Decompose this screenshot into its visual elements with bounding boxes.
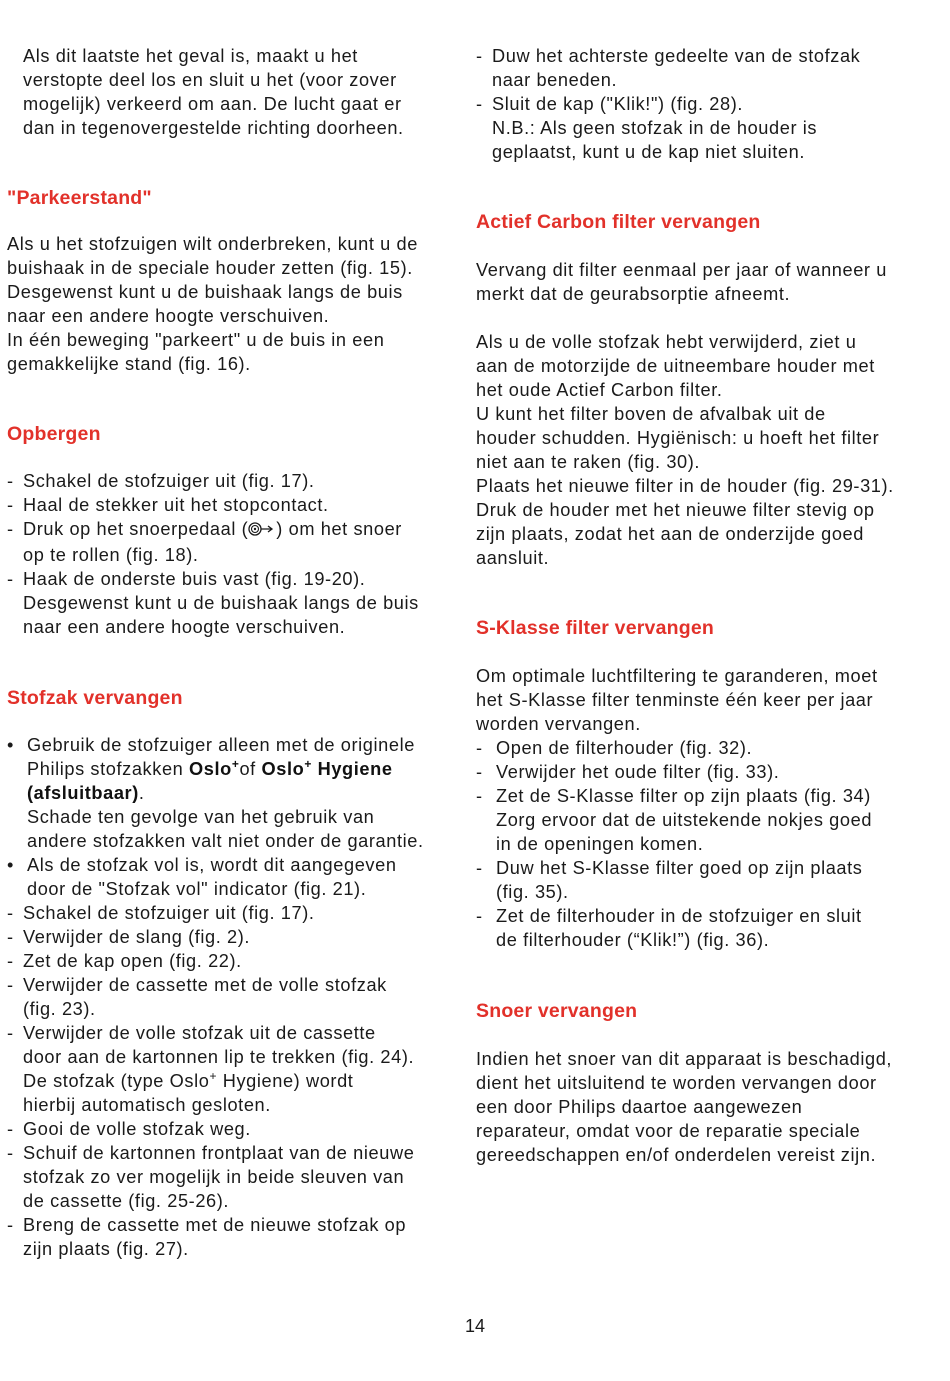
list-item xyxy=(476,904,931,952)
list-marker: - xyxy=(7,1143,14,1163)
list-marker: - xyxy=(7,1215,14,1235)
text-segment: Hygiene) wordt xyxy=(217,1071,354,1091)
text-line: Desgewenst kunt u de buishaak langs de buis xyxy=(7,282,403,302)
list-item xyxy=(7,973,467,1021)
text-line: gemakkelijke stand (fig. 16). xyxy=(7,354,251,374)
text-line: Schade ten gevolge van het gebruik van xyxy=(27,807,375,827)
text-line: Desgewenst kunt u de buishaak langs de buis xyxy=(23,593,419,613)
product-name: Oslo xyxy=(261,759,305,779)
text-line: Verwijder de cassette met de volle stofzak xyxy=(23,975,387,995)
product-sup: + xyxy=(231,756,240,771)
section-heading-sklasse: S-Klasse filter vervangen xyxy=(476,617,715,639)
text-line: Open de filterhouder (fig. 32). xyxy=(496,738,753,758)
section-heading-snoer: Snoer vervangen xyxy=(476,1000,638,1022)
bullet-marker: • xyxy=(7,735,14,755)
product-name: Hygiene xyxy=(311,759,393,779)
text-line: Zet de kap open (fig. 22). xyxy=(23,951,242,971)
text-line: zijn plaats, zodat het aan de onderzijde goed xyxy=(476,524,864,544)
list-marker: - xyxy=(476,906,483,926)
text-line xyxy=(27,781,467,805)
superscript: + xyxy=(209,1068,218,1083)
text-line: geplaatst, kunt u de kap niet sluiten. xyxy=(492,142,805,162)
text-segment: De stofzak (type Oslo xyxy=(23,1071,210,1091)
list-marker: - xyxy=(7,975,14,995)
list-marker: - xyxy=(476,858,483,878)
list-marker: - xyxy=(7,1023,14,1043)
text-line xyxy=(23,1069,467,1093)
left-column xyxy=(7,44,467,1261)
list-marker: - xyxy=(7,471,14,491)
product-name: (afsluitbaar) xyxy=(27,783,139,803)
text-line: Duw het achterste gedeelte van de stofzak xyxy=(492,46,861,66)
text-line: N.B.: Als geen stofzak in de houder is xyxy=(492,118,818,138)
parkeerstand-paragraph xyxy=(7,232,467,376)
text-line: naar een andere hoogte verschuiven. xyxy=(23,617,346,637)
text-line: worden vervangen. xyxy=(476,714,641,734)
text-line: aan de motorzijde de uitneembare houder met xyxy=(476,356,875,376)
text-line: (fig. 23). xyxy=(23,999,96,1019)
text-line: gereedschappen en/of onderdelen vereist zijn. xyxy=(476,1145,877,1165)
text-line: mogelijk) verkeerd om aan. De lucht gaat er xyxy=(23,94,402,114)
sklasse-list xyxy=(476,736,931,952)
text-line: Duw het S-Klasse filter goed op zijn plaats xyxy=(496,858,863,878)
list-item xyxy=(7,493,467,517)
text-line: Schakel de stofzuiger uit (fig. 17). xyxy=(23,471,315,491)
text-line: het oude Actief Carbon filter. xyxy=(476,380,723,400)
carbon-paragraph-2 xyxy=(476,330,931,570)
text-line: dan in tegenovergestelde richting doorheen. xyxy=(23,118,404,138)
list-item xyxy=(7,949,467,973)
text-line: Sluit de kap ("Klik!") (fig. 28). xyxy=(492,94,744,114)
text-line: dient het uitsluitend te worden vervangen door xyxy=(476,1073,877,1093)
text-line: naar beneden. xyxy=(492,70,618,90)
text-line: Om optimale luchtfiltering te garanderen, moet xyxy=(476,666,878,686)
list-marker: - xyxy=(7,951,14,971)
text-line: verstopte deel los en sluit u het (voor zover xyxy=(23,70,397,90)
list-item xyxy=(476,92,931,164)
text-line: door aan de kartonnen lip te trekken (fig. 24). xyxy=(23,1047,415,1067)
list-item xyxy=(476,736,931,760)
text-line: Gooi de volle stofzak weg. xyxy=(23,1119,251,1139)
list-marker: - xyxy=(476,762,483,782)
list-item xyxy=(476,856,931,904)
text-line: Verwijder het oude filter (fig. 33). xyxy=(496,762,780,782)
bullet-item xyxy=(7,853,467,901)
list-marker: - xyxy=(476,94,483,114)
list-item xyxy=(7,517,467,567)
bullet-item xyxy=(7,733,467,853)
text-line: Schuif de kartonnen frontplaat van de nieuwe xyxy=(23,1143,415,1163)
list-marker: - xyxy=(476,786,483,806)
list-item xyxy=(7,1117,467,1141)
text-line: merkt dat de geurabsorptie afneemt. xyxy=(476,284,791,304)
list-marker: - xyxy=(7,903,14,923)
list-item xyxy=(7,567,467,639)
text-segment: ) om het snoer xyxy=(276,519,402,539)
text-line: door de "Stofzak vol" indicator (fig. 21). xyxy=(27,879,367,899)
text-segment: . xyxy=(138,783,145,803)
text-line: Indien het snoer van dit apparaat is beschadigd, xyxy=(476,1049,893,1069)
text-line: Verwijder de volle stofzak uit de cassette xyxy=(23,1023,376,1043)
text-line: hierbij automatisch gesloten. xyxy=(23,1095,271,1115)
section-heading-parkeerstand: "Parkeerstand" xyxy=(7,187,152,209)
text-line: zijn plaats (fig. 27). xyxy=(23,1239,189,1259)
carbon-paragraph-1 xyxy=(476,258,931,306)
text-line: op te rollen (fig. 18). xyxy=(23,545,199,565)
text-line xyxy=(27,757,467,781)
text-segment: of xyxy=(239,759,262,779)
snoer-paragraph xyxy=(476,1047,931,1167)
text-line: Zorg ervoor dat de uitstekende nokjes goed xyxy=(496,810,873,830)
text-line: Zet de filterhouder in de stofzuiger en sluit xyxy=(496,906,862,926)
text-line: Schakel de stofzuiger uit (fig. 17). xyxy=(23,903,315,923)
list-marker: - xyxy=(7,927,14,947)
text-line: Haal de stekker uit het stopcontact. xyxy=(23,495,329,515)
text-line: Verwijder de slang (fig. 2). xyxy=(23,927,251,947)
list-marker: - xyxy=(7,1119,14,1139)
list-item xyxy=(476,44,931,92)
text-line: Druk de houder met het nieuwe filter stevig op xyxy=(476,500,875,520)
text-line xyxy=(23,517,467,543)
text-line: niet aan te raken (fig. 30). xyxy=(476,452,701,472)
list-item xyxy=(7,469,467,493)
list-item xyxy=(7,1021,467,1117)
text-line: (fig. 35). xyxy=(496,882,569,902)
list-item xyxy=(476,784,931,856)
list-marker: - xyxy=(476,46,483,66)
list-marker: - xyxy=(7,569,14,589)
text-segment: Philips stofzakken xyxy=(27,759,190,779)
list-item xyxy=(7,901,467,925)
list-item xyxy=(7,925,467,949)
text-line: Breng de cassette met de nieuwe stofzak op xyxy=(23,1215,407,1235)
opbergen-list xyxy=(7,469,467,639)
text-line: buishaak in de speciale houder zetten (fig. 15). xyxy=(7,258,413,278)
text-line: naar een andere hoogte verschuiven. xyxy=(7,306,330,326)
text-line: Vervang dit filter eenmaal per jaar of wanneer u xyxy=(476,260,887,280)
continued-list xyxy=(476,44,931,164)
text-line: In één beweging "parkeert" u de buis in een xyxy=(7,330,385,350)
text-line: houder schudden. Hygiënisch: u hoeft het filter xyxy=(476,428,880,448)
text-line: Als u de volle stofzak hebt verwijderd, ziet u xyxy=(476,332,857,352)
text-line: aansluit. xyxy=(476,548,550,568)
list-marker: - xyxy=(7,495,14,515)
list-item xyxy=(7,1141,467,1213)
text-line: Plaats het nieuwe filter in de houder (fig. 29-31). xyxy=(476,476,894,496)
text-line: Als de stofzak vol is, wordt dit aangegeven xyxy=(27,855,397,875)
stofzak-list xyxy=(7,733,467,1261)
section-heading-carbon: Actief Carbon filter vervangen xyxy=(476,211,761,233)
list-marker: - xyxy=(7,519,14,539)
sklasse-paragraph xyxy=(476,664,931,736)
text-segment: Druk op het snoerpedaal ( xyxy=(23,519,249,539)
page-number: 14 xyxy=(464,1316,486,1336)
section-heading-opbergen: Opbergen xyxy=(7,423,101,445)
list-item xyxy=(7,1213,467,1261)
intro-paragraph xyxy=(7,44,467,140)
section-heading-stofzak: Stofzak vervangen xyxy=(7,687,183,709)
text-line: Als u het stofzuigen wilt onderbreken, kunt u de xyxy=(7,234,418,254)
text-line: Haak de onderste buis vast (fig. 19-20). xyxy=(23,569,366,589)
text-line: de filterhouder (“Klik!”) (fig. 36). xyxy=(496,930,770,950)
product-sup: + xyxy=(304,756,312,771)
text-line: het S-Klasse filter tenminste één keer per jaar xyxy=(476,690,874,710)
list-marker: - xyxy=(476,738,483,758)
text-line: andere stofzakken valt niet onder de garantie. xyxy=(27,831,424,851)
text-line: stofzak zo ver mogelijk in beide sleuven van xyxy=(23,1167,405,1187)
text-line: U kunt het filter boven de afvalbak uit de xyxy=(476,404,826,424)
text-line: Als dit laatste het geval is, maakt u het xyxy=(23,46,358,66)
bullet-marker: • xyxy=(7,855,14,875)
list-item xyxy=(476,760,931,784)
product-name: Oslo xyxy=(189,759,232,779)
text-line: een door Philips daartoe aangewezen xyxy=(476,1097,803,1117)
text-line: Gebruik de stofzuiger alleen met de originele xyxy=(27,735,415,755)
text-line: Zet de S-Klasse filter op zijn plaats (fig. 34) xyxy=(496,786,871,806)
text-line: reparateur, omdat voor de reparatie speciale xyxy=(476,1121,861,1141)
text-line: in de openingen komen. xyxy=(496,834,704,854)
cord-rewind-icon xyxy=(248,519,276,543)
right-column xyxy=(476,44,931,1167)
text-line: de cassette (fig. 25-26). xyxy=(23,1191,230,1211)
